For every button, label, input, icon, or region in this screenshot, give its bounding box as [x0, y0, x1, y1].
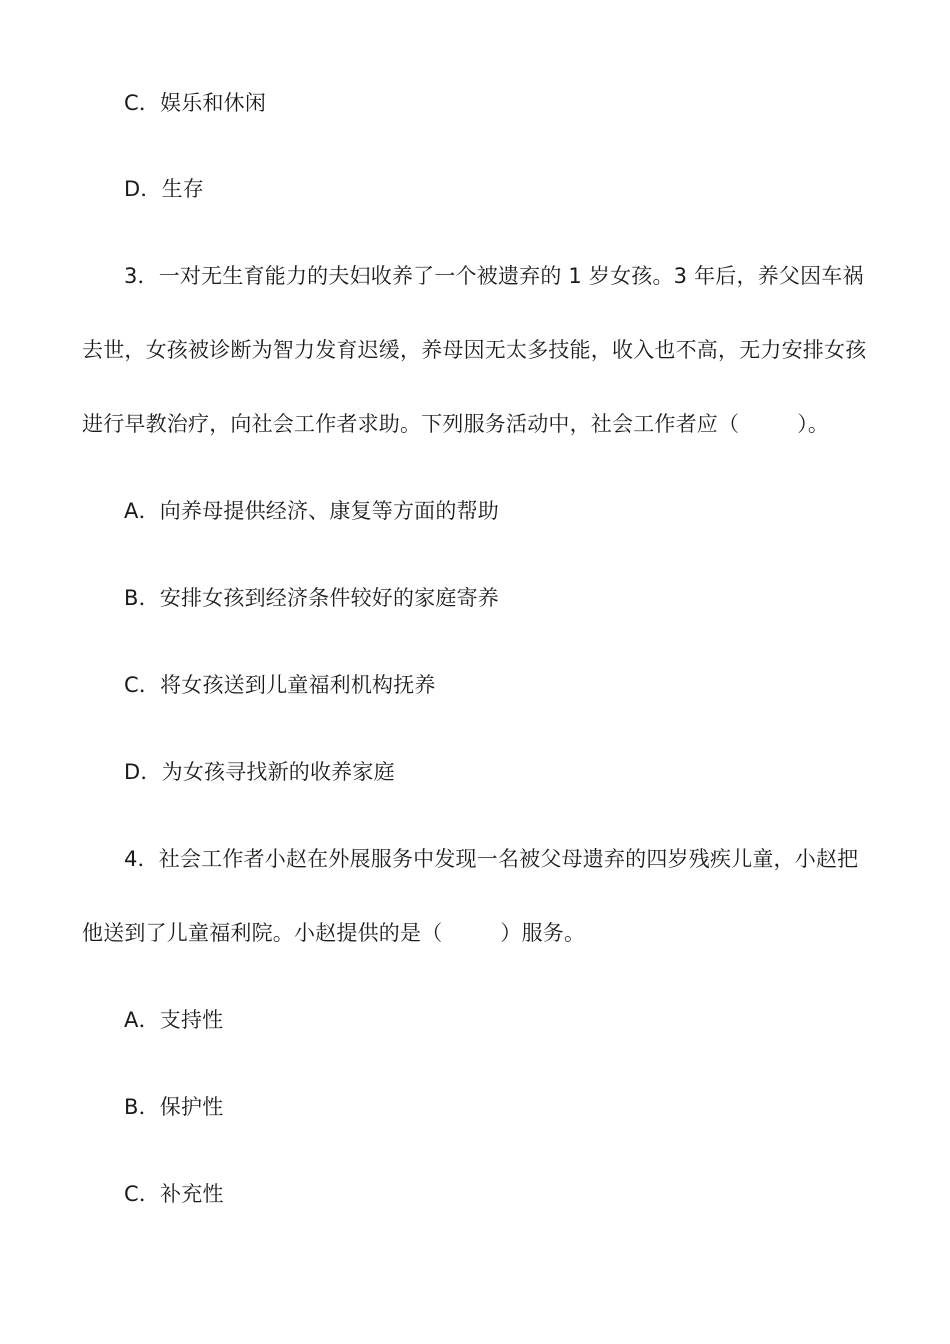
q3-stem-line-1: 3．一对无生育能力的夫妇收养了一个被遗弃的 1 岁女孩。3 年后，养父因车祸 [124, 264, 864, 288]
q4-stem-line-1: 4．社会工作者小赵在外展服务中发现一名被父母遗弃的四岁残疾儿童，小赵把 [124, 847, 859, 871]
q3-option-a: A．向养母提供经济、康复等方面的帮助 [124, 499, 499, 523]
q4-stem-line-2 [82, 919, 585, 947]
q3-option-d: D．为女孩寻找新的收养家庭 [124, 760, 395, 784]
q3-stem-line-2: 去世，女孩被诊断为智力发育迟缓，养母因无太多技能，收入也不高，无力安排女孩 [82, 338, 867, 362]
q4-stem-line-2-after: ）服务。 [500, 921, 586, 945]
q4-option-a: A．支持性 [124, 1008, 224, 1032]
q4-stem-line-2-before: 他送到了儿童福利院。小赵提供的是（ [82, 921, 443, 945]
q3-stem-line-3-before: 进行早教治疗，向社会工作者求助。下列服务活动中，社会工作者应（ [82, 412, 740, 436]
q2-option-d: D．生存 [124, 177, 204, 201]
q3-option-c: C．将女孩送到儿童福利机构抚养 [124, 673, 436, 697]
q3-option-b: B．安排女孩到经济条件较好的家庭寄养 [124, 586, 500, 610]
q4-option-b: B．保护性 [124, 1095, 224, 1119]
q3-stem-line-3-after: ）。 [797, 412, 830, 436]
q4-option-c: C．补充性 [124, 1182, 224, 1206]
q2-option-c: C．娱乐和休闲 [124, 91, 267, 115]
q3-stem-line-3 [82, 410, 829, 438]
